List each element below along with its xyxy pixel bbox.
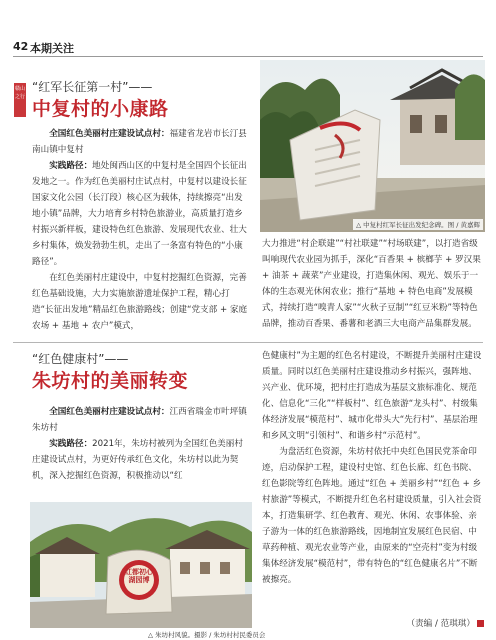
end-mark-icon <box>477 620 484 627</box>
village-photo <box>30 502 252 628</box>
article1-para2: 在红色美丽村庄建设中，中复村挖掘红色资源，完善红色基础设施，大力实施旅游遗址保护工程，精心打造“长征出发地”精品红色旅游路线；创建“党支部 + 家庭农场 + 基地 + 农户”模式， <box>32 273 248 331</box>
village-illustration <box>30 502 252 628</box>
section-name: 本期关注 <box>30 42 74 55</box>
article1-unit-line <box>32 126 250 158</box>
article1-left-column <box>32 126 250 334</box>
village-sign-text: 红都初心湖园博 <box>125 568 153 584</box>
memorial-photo-caption: △ 中复村红军长征出发纪念碑。图 / 黄嘉辉 <box>353 219 483 230</box>
village-photo-caption: △ 朱坊村风貌。摄影 / 朱坊村村民委员会 <box>148 631 266 639</box>
section-tag: 赣山之行 <box>14 83 26 117</box>
article1-kicker: “红军长征第一村”—— <box>32 80 153 94</box>
article1-para1 <box>32 158 250 270</box>
article1-unit-value: 福建省龙岩市长汀县南山镇中复村 <box>32 129 247 155</box>
article2-para1 <box>32 436 250 484</box>
page-number: 42 <box>13 40 29 53</box>
memorial-photo <box>260 60 485 232</box>
article2-left-column <box>32 404 250 484</box>
article1-right-column <box>262 236 484 332</box>
editor-credit: （责编 / 范琪琪） <box>406 619 475 629</box>
article2-kicker: “红色健康村”—— <box>32 352 129 366</box>
article2-unit-value: 江西省瑞金市叶坪镇朱坊村 <box>32 407 247 433</box>
article2-right-column <box>262 348 484 588</box>
article1-unit-label: 全国红色美丽村庄建设试点村： <box>49 129 170 139</box>
article2-unit-label: 全国红色美丽村庄建设试点村： <box>49 407 170 417</box>
article2-right-para2: 为盘活红色资源，朱坊村依托中央红色国民党茶命印迹，启动保护工程，建设村史馆、红色长廊、红色书院、红色影院等红色阵地。通过“红色 + 美丽乡村”“红色 + 乡村旅游”等模式，不断提升红色名村建设质量，引入社会资本，打造集研学、红色教育、观光、休闲、农事体验、亲子游为一体的红色旅游路线，因地制宜发展红色民宿、中草药种植、观光农业等产业，由原来的“空壳村”变为村级集体经济发展“模范村”，带有特色的“红色健康名片”不断被擦亮。 <box>262 447 482 585</box>
article1-right-text: 大力推进“村企联建”“村社联建”“村场联建”，以打造省级叫响现代农业园为抓手，深化“百香果 + 槟榔芋 + 罗汉果 + 油茶 + 蔬菜”产业建设，打造集休闲、观光、娱乐于一体的生态观光休闲农业；推行“基地 + 特色电商”发展模式，持续打造“嗅青人家”“火秋子豆制”“红豆米粉”等特色品牌，推动百香果、番薯和老酒三大电商产品集群发展。 <box>262 239 481 329</box>
article1-title: 中复村的小康路 <box>32 98 169 120</box>
article1-para1-label: 实践路径： <box>49 161 93 171</box>
article2-right-para1: 色健康村”为主题的红色名村建设，不断提升美丽村庄建设质量。同时以红色美丽村庄建设推动乡村振兴，强阵地、兴产业、优环境，把村庄打造成为基层文旅标准化、规范化、信息化“三化”“样板村”、红色旅游“龙头村”、村级集体经济发展“模范村”、城市化带头大“先行村”、基层治理和乡风文明“引领村”、和谐乡村“示范村”。 <box>262 351 482 441</box>
memorial-illustration <box>260 60 485 232</box>
article2-unit-line <box>32 404 250 436</box>
article-divider <box>13 342 483 343</box>
article2-para1-text: 2021年，朱坊村被列为全国红色美丽村庄建设试点村，为更好传承红色文化，朱坊村以此为契机，深入挖掘红色资源，积极推动以“红 <box>32 439 243 481</box>
article2-title: 朱坊村的美丽转变 <box>32 370 189 392</box>
article1-para1-text: 地处闽西山区的中复村是全国四个长征出发地之一。作为红色美丽村庄试点村，中复村以建设长征国家文化公园（长汀段）核心区为载体，持续擦亮“出发地小镇”品牌，大力培育乡村特色旅游业，高质量打造乡村振兴新样板，建设特色红色旅游、发展现代农业、壮大乡村集体，焕发勃勃生机，走出了一条富有特色的“小康路径”。 <box>32 161 247 267</box>
header-rule <box>13 56 483 57</box>
editor-credit-line <box>406 617 484 629</box>
article2-para1-label: 实践路径： <box>49 439 93 449</box>
